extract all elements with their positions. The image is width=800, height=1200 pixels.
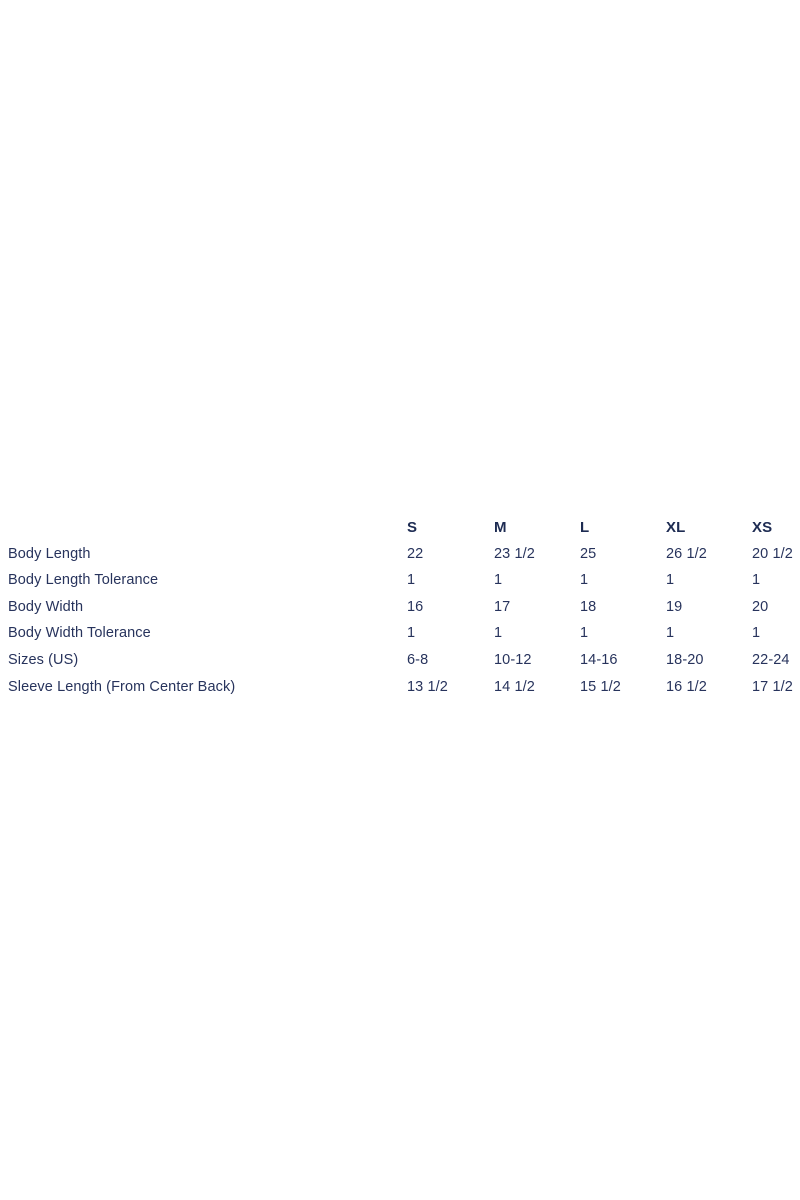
cell-value: 18	[580, 598, 597, 615]
cell-value: 1	[407, 625, 416, 642]
column-header-xl: XL	[666, 518, 686, 536]
table-row	[8, 647, 800, 674]
cell-value: 19	[666, 598, 683, 615]
size-chart-header-row	[8, 514, 800, 541]
cell-value: 1	[580, 572, 589, 589]
table-row	[8, 567, 800, 594]
cell-value: 14-16	[580, 652, 618, 669]
cell-value: 26 1/2	[666, 545, 707, 562]
cell-value: 22-24	[752, 652, 790, 669]
column-header-xs: XS	[752, 518, 773, 536]
cell-value: 23 1/2	[494, 545, 535, 562]
cell-value: 6-8	[407, 652, 429, 669]
cell-value: 1	[494, 572, 503, 589]
cell-value: 14 1/2	[494, 678, 535, 695]
cell-value: 18-20	[666, 652, 704, 669]
cell-value: 1	[494, 625, 503, 642]
row-label: Body Length	[8, 545, 91, 562]
row-label: Body Width Tolerance	[8, 625, 151, 642]
cell-value: 1	[752, 625, 761, 642]
cell-value: 10-12	[494, 652, 532, 669]
cell-value: 20	[752, 598, 769, 615]
size-chart-table	[8, 514, 800, 700]
table-row	[8, 541, 800, 568]
table-row	[8, 674, 800, 701]
cell-value: 1	[666, 572, 675, 589]
cell-value: 16	[407, 598, 424, 615]
column-header-m: M	[494, 518, 507, 536]
cell-value: 15 1/2	[580, 678, 621, 695]
cell-value: 1	[580, 625, 589, 642]
cell-value: 17	[494, 598, 511, 615]
table-row	[8, 620, 800, 647]
column-header-l: L	[580, 518, 590, 536]
table-row	[8, 594, 800, 621]
row-label: Sleeve Length (From Center Back)	[8, 678, 236, 695]
cell-value: 1	[407, 572, 416, 589]
cell-value: 22	[407, 545, 424, 562]
row-label: Body Width	[8, 598, 84, 615]
column-header-s: S	[407, 518, 418, 536]
cell-value: 13 1/2	[407, 678, 448, 695]
row-label: Body Length Tolerance	[8, 572, 159, 589]
cell-value: 16 1/2	[666, 678, 707, 695]
cell-value: 1	[666, 625, 675, 642]
cell-value: 1	[752, 572, 761, 589]
row-label: Sizes (US)	[8, 652, 79, 669]
cell-value: 20 1/2	[752, 545, 793, 562]
cell-value: 17 1/2	[752, 678, 793, 695]
cell-value: 25	[580, 545, 597, 562]
